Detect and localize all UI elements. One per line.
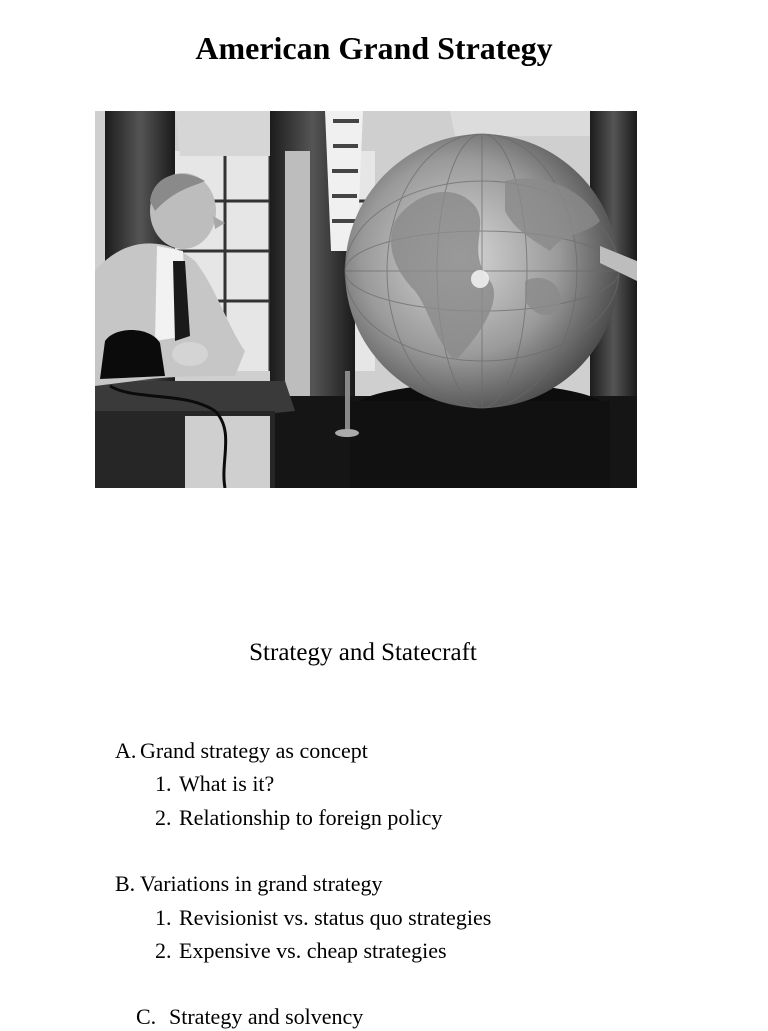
outline-marker: 1. [155, 771, 172, 796]
document-title: American Grand Strategy [195, 30, 553, 66]
outline-text: Grand strategy as concept [140, 738, 368, 763]
outline-text: Relationship to foreign policy [179, 805, 443, 830]
outline-text: What is it? [179, 771, 275, 796]
outline-item [155, 770, 274, 798]
outline-text: Expensive vs. cheap strategies [179, 938, 447, 963]
outline-marker: C. [136, 1004, 157, 1029]
outline-marker: 2. [155, 938, 172, 963]
outline-marker: 2. [155, 805, 172, 830]
outline-marker: 1. [155, 905, 172, 930]
outline-text: Revisionist vs. status quo strategies [179, 905, 492, 930]
outline-section-c [136, 1003, 363, 1031]
outline-section-b [115, 870, 383, 898]
outline-text: Strategy and solvency [169, 1004, 364, 1029]
outline-section-a [115, 737, 368, 765]
outline-item [155, 937, 447, 965]
historical-photo [95, 111, 637, 488]
outline-marker: B. [115, 871, 136, 896]
outline-marker: A. [115, 738, 137, 763]
outline-item [155, 904, 491, 932]
outline-item [155, 804, 442, 832]
section-heading: Strategy and Statecraft [249, 639, 477, 666]
outline-text: Variations in grand strategy [140, 871, 383, 896]
